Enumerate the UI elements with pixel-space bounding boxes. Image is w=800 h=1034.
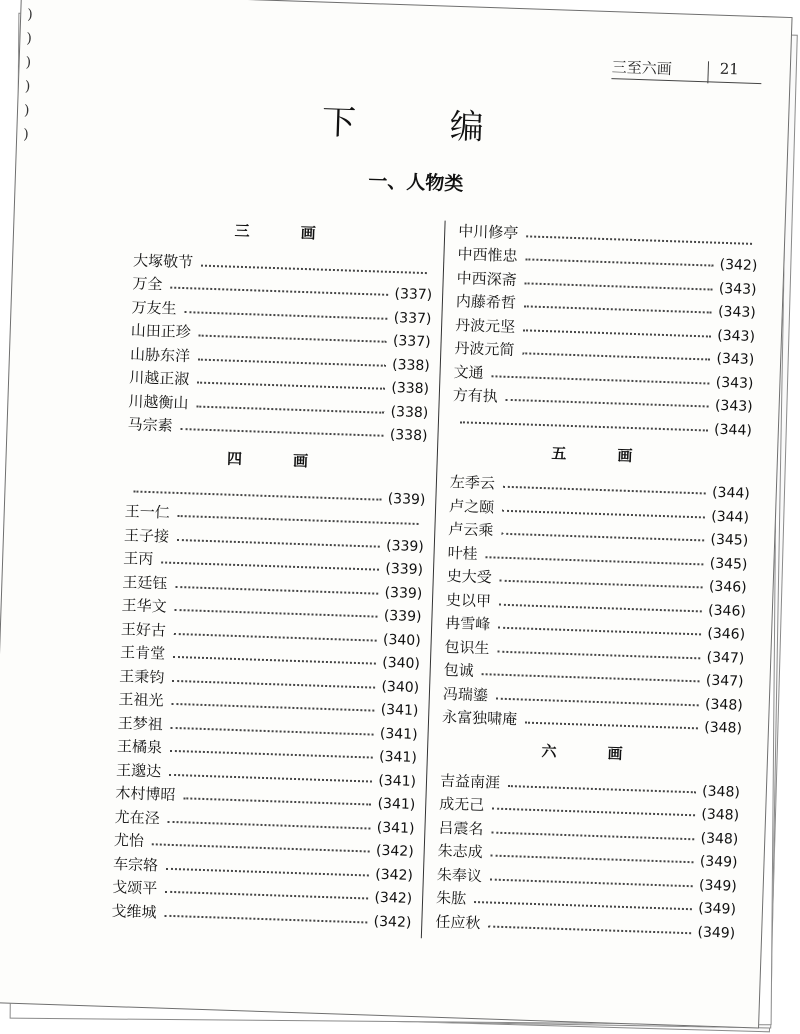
entry-page: (339) — [385, 560, 424, 579]
leader-dots — [502, 509, 705, 518]
entry-page: (346) — [708, 578, 747, 596]
leader-dots — [492, 808, 695, 817]
leader-dots — [460, 421, 708, 431]
leader-dots — [165, 891, 368, 900]
entry-name: 包诚 — [443, 660, 475, 680]
entry-page: (348) — [704, 696, 743, 714]
leader-dots — [184, 311, 387, 320]
entry-name: 万友生 — [131, 297, 177, 318]
entry-name: 永富独啸庵 — [441, 707, 518, 729]
entry-name: 万全 — [132, 274, 163, 294]
entry-page: (348) — [701, 783, 741, 801]
entry-name: 尤怡 — [113, 831, 145, 851]
entry-page: (347) — [706, 649, 745, 667]
entry-name: 朱志成 — [437, 841, 484, 862]
leader-dots — [183, 797, 371, 805]
entry-page: (349) — [699, 853, 738, 871]
leader-dots — [173, 656, 376, 665]
edge-mark: ) — [26, 30, 33, 47]
right-column — [435, 217, 759, 941]
entry-page: (342) — [374, 889, 413, 907]
entry-page: (337) — [394, 286, 433, 304]
entry-name: 史以甲 — [445, 590, 492, 610]
entry-name: 王廷钰 — [122, 572, 168, 593]
entry-page: (340) — [382, 654, 421, 673]
entry-name: 王邈达 — [115, 760, 162, 781]
entry-name: 王丙 — [122, 549, 154, 569]
leader-dots — [197, 382, 385, 390]
leader-dots — [497, 650, 700, 659]
entry-page: (344) — [711, 484, 750, 502]
entry-page: (345) — [709, 555, 748, 573]
entry-name: 车宗辂 — [112, 854, 159, 875]
leader-dots — [474, 901, 692, 910]
entry-name: 卢云乘 — [448, 519, 494, 540]
entry-name: 马宗素 — [127, 415, 173, 435]
entry-page: (346) — [707, 625, 746, 643]
edge-mark: ) — [23, 102, 30, 119]
leader-dots — [171, 703, 374, 712]
entry-page: (344) — [711, 508, 750, 526]
leader-dots — [523, 329, 711, 337]
entry-page: (341) — [377, 795, 416, 813]
leader-dots — [196, 405, 384, 413]
page-title: 下 编 — [321, 102, 515, 149]
entry-page: (344) — [713, 421, 753, 439]
category-heading: 一、人物类 — [368, 170, 464, 196]
leader-dots — [169, 773, 372, 782]
entry-name: 川越正淑 — [128, 368, 190, 389]
entry-name: 王子接 — [123, 525, 170, 546]
edge-mark: ) — [25, 54, 32, 71]
leader-dots — [175, 609, 378, 618]
leader-dots — [526, 235, 752, 244]
leader-dots — [177, 538, 380, 547]
entry-name: 丹波元坚 — [454, 315, 516, 336]
leader-dots — [161, 561, 379, 570]
edge-mark: ) — [22, 126, 29, 143]
header-separator — [707, 61, 709, 83]
entry-page: (346) — [707, 602, 747, 620]
leader-dots — [501, 533, 704, 542]
entry-page: (343) — [717, 327, 756, 345]
leader-dots — [198, 358, 386, 366]
entry-name: 王华文 — [121, 596, 167, 616]
entry-page: (339) — [384, 584, 423, 602]
page-number: 21 — [719, 59, 740, 79]
entry-page: (341) — [376, 819, 415, 837]
leader-dots — [522, 352, 710, 360]
entry-name: 中川修亭 — [458, 221, 519, 242]
leader-dots — [506, 399, 709, 408]
entry-name: 吉益南涯 — [439, 771, 501, 792]
entry-page: (348) — [701, 806, 740, 824]
leader-dots — [166, 867, 369, 876]
leader-dots — [500, 580, 703, 589]
entry-page: (347) — [705, 672, 744, 690]
entry-page: (338) — [389, 426, 428, 445]
edge-mark: ) — [24, 78, 31, 95]
entry-name: 中西深斋 — [456, 268, 518, 289]
entry-name: 王橘泉 — [116, 737, 163, 757]
entry-name: 大塚敬节 — [132, 250, 194, 271]
entry-name: 朱奉议 — [436, 865, 483, 885]
entry-name: 内藤希哲 — [455, 292, 517, 313]
leader-dots — [525, 722, 698, 730]
entry-name: 史大受 — [446, 566, 493, 587]
leader-dots — [199, 335, 387, 343]
entry-name: 吕震名 — [438, 818, 484, 838]
entry-page: (337) — [393, 309, 432, 327]
entry-page: (343) — [715, 374, 754, 392]
entry-page: (342) — [373, 913, 412, 931]
entry-name: 左季云 — [449, 472, 496, 493]
entry-page: (341) — [379, 725, 418, 743]
entry-name: 成无己 — [438, 794, 485, 815]
entry-page: (339) — [387, 490, 426, 508]
entry-page: (343) — [716, 350, 755, 368]
entry-name: 中西惟忠 — [457, 245, 518, 266]
leader-dots — [201, 264, 427, 273]
leader-dots — [496, 697, 699, 706]
entry-name: 王好古 — [120, 619, 167, 640]
entry-page: (343) — [714, 397, 753, 415]
leader-dots — [482, 673, 700, 682]
left-column — [111, 206, 435, 930]
entry-page: (342) — [374, 866, 414, 884]
leader-dots — [499, 603, 702, 612]
entry-name: 山胁东洋 — [129, 344, 191, 365]
entry-page: (342) — [375, 842, 414, 860]
entry-name: 王肯堂 — [119, 643, 166, 663]
stroke-count-heading: 四 画 — [226, 449, 327, 471]
entry-page: (342) — [719, 256, 758, 275]
entry-name: 丹波元简 — [454, 339, 515, 360]
entry-name: 卢之颐 — [448, 496, 495, 516]
entry-name: 戈颂平 — [112, 878, 158, 898]
entry-page: (339) — [383, 607, 422, 626]
leader-dots — [498, 627, 701, 636]
left-edge-marks — [23, 3, 33, 147]
entry-page: (338) — [390, 403, 429, 421]
entry-page: (349) — [698, 900, 737, 918]
entry-page: (349) — [697, 923, 736, 942]
entry-name: 方有执 — [452, 386, 499, 406]
leader-dots — [491, 831, 694, 840]
leader-dots — [170, 287, 388, 296]
entry-page: (349) — [698, 876, 737, 895]
leader-dots — [508, 785, 696, 793]
stroke-count-heading: 五 画 — [551, 443, 651, 466]
entry-page: (345) — [710, 531, 749, 549]
leader-dots — [524, 305, 712, 313]
entry-page: (338) — [391, 379, 430, 398]
entry-name: 尤在泾 — [114, 807, 160, 828]
entry-name: 文通 — [453, 362, 484, 382]
entry-page: (340) — [381, 678, 420, 696]
header-rule — [611, 78, 761, 84]
entry-page: (348) — [700, 829, 739, 848]
entry-page: (341) — [378, 772, 417, 790]
entry-name: 叶桂 — [447, 543, 478, 563]
leader-dots — [171, 726, 374, 735]
entry-name: 冯瑞鎏 — [442, 684, 489, 704]
leader-dots — [164, 914, 367, 923]
entry-name: 任应秋 — [435, 912, 481, 932]
leader-dots — [503, 486, 706, 495]
entry-page: (337) — [392, 333, 431, 351]
entry-page: (338) — [391, 356, 431, 374]
leader-dots — [491, 375, 709, 384]
entry-page: (341) — [380, 701, 419, 720]
leader-dots — [174, 632, 377, 641]
entry-name: 朱肱 — [435, 888, 467, 908]
leader-dots — [488, 925, 691, 934]
leader-dots — [152, 843, 370, 852]
leader-dots — [485, 556, 703, 565]
entry-name: 王梦祖 — [117, 713, 164, 734]
entry-name: 木村博昭 — [115, 784, 176, 805]
entry-name: 包识生 — [444, 637, 490, 657]
entry-name: 王祖光 — [118, 690, 164, 710]
edge-mark: ) — [26, 6, 33, 23]
entry-page: (340) — [382, 631, 421, 649]
leader-dots — [525, 282, 713, 290]
leader-dots — [525, 258, 713, 266]
leader-dots — [175, 585, 378, 594]
running-header: 三至六画 — [611, 58, 673, 79]
stroke-count-heading: 六 画 — [541, 742, 641, 764]
entry-page: (343) — [717, 303, 756, 322]
entry-name: 王一仁 — [124, 502, 171, 522]
leader-dots — [170, 750, 373, 759]
entry-page: (343) — [718, 280, 757, 298]
entry-page: (348) — [704, 719, 743, 737]
leader-dots — [490, 878, 693, 887]
entry-name: 冉雪峰 — [444, 613, 491, 634]
entry-page: (341) — [378, 748, 418, 767]
leader-dots — [491, 855, 694, 864]
entry-name: 川越衡山 — [128, 391, 189, 412]
entry-name: 王秉钧 — [119, 666, 165, 687]
entry-name: 山田正珍 — [130, 321, 192, 342]
entry-page: (339) — [385, 537, 425, 555]
leader-dots — [168, 820, 371, 829]
stroke-count-heading: 三 画 — [234, 221, 334, 243]
entry-name: 戈维城 — [111, 901, 157, 921]
leader-dots — [172, 679, 375, 688]
leader-dots — [181, 428, 384, 437]
